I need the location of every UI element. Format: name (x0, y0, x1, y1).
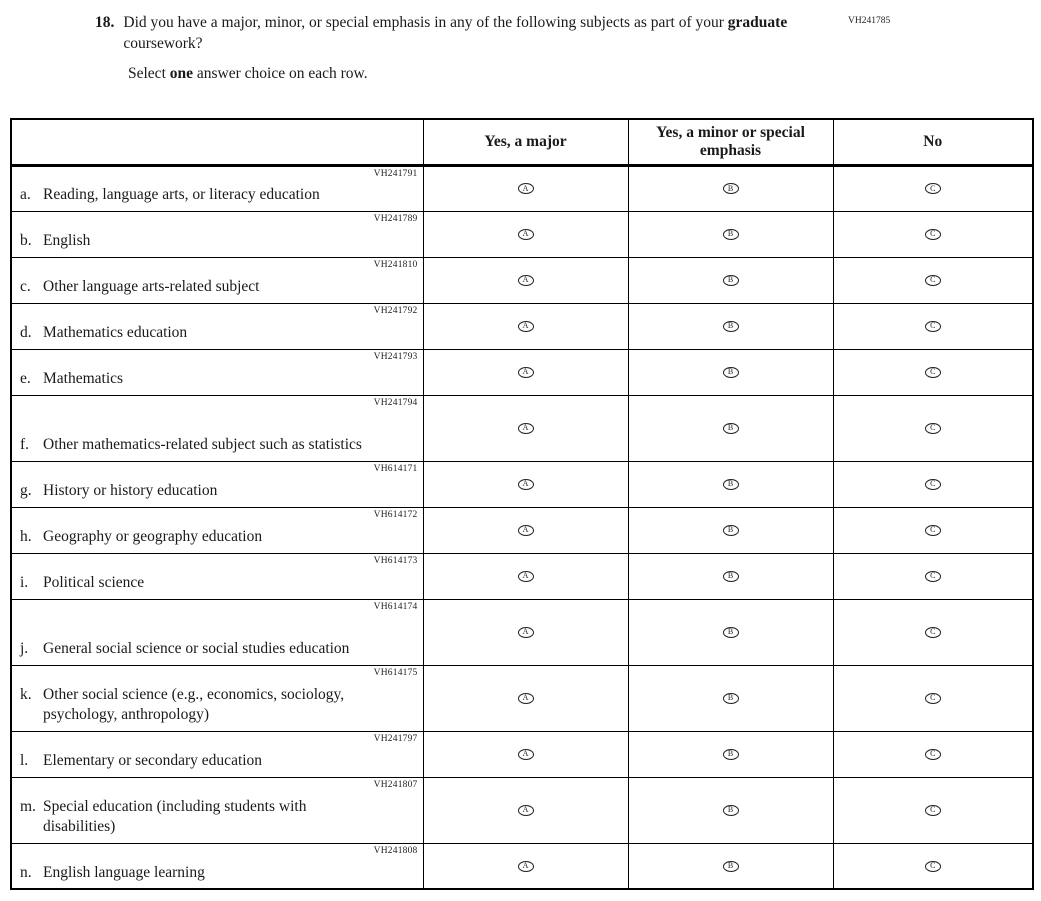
radio-option-b[interactable] (723, 805, 739, 816)
row-letter: m. (20, 798, 36, 816)
option-cell-no (833, 211, 1033, 257)
option-cell-major (423, 665, 628, 731)
radio-option-c[interactable] (925, 423, 941, 434)
radio-option-a[interactable] (518, 423, 534, 434)
oval-letter: A (522, 423, 529, 433)
option-cell-major (423, 211, 628, 257)
radio-option-b[interactable] (723, 749, 739, 760)
option-cell-no (833, 843, 1033, 889)
row-letter: l. (20, 752, 29, 770)
oval-letter: A (522, 367, 529, 377)
option-cell-minor (628, 843, 833, 889)
row-vh-code: VH241791 (373, 168, 418, 179)
row-label: Other social science (e.g., economics, sociology, psychology, anthropology) (43, 686, 345, 724)
oval-letter: B (727, 321, 734, 331)
table-row (11, 211, 1033, 257)
table-row (11, 349, 1033, 395)
subject-cell (11, 665, 423, 731)
option-cell-major (423, 553, 628, 599)
row-letter: b. (20, 232, 32, 250)
table-row (11, 665, 1033, 731)
row-label: English language learning (43, 863, 205, 881)
radio-option-b[interactable] (723, 423, 739, 434)
table-row (11, 553, 1033, 599)
question-text-bold: graduate (727, 14, 788, 31)
radio-option-c[interactable] (925, 525, 941, 536)
row-letter: f. (20, 436, 30, 454)
option-cell-no (833, 395, 1033, 461)
row-vh-code: VH241789 (373, 213, 418, 224)
oval-letter: B (727, 183, 734, 193)
radio-option-b[interactable] (723, 367, 739, 378)
option-cell-major (423, 843, 628, 889)
subject-cell (11, 395, 423, 461)
oval-letter: B (727, 367, 734, 377)
row-label: Geography or geography education (43, 528, 263, 546)
option-cell-major (423, 257, 628, 303)
option-cell-minor (628, 461, 833, 507)
radio-option-a[interactable] (518, 229, 534, 240)
row-vh-code: VH614173 (373, 555, 418, 566)
radio-option-c[interactable] (925, 275, 941, 286)
option-cell-no (833, 599, 1033, 665)
option-cell-no (833, 257, 1033, 303)
option-cell-no (833, 731, 1033, 777)
row-label: Other language arts-related subject (43, 278, 260, 296)
table-row (11, 599, 1033, 665)
oval-letter: A (522, 183, 529, 193)
option-cell-major (423, 395, 628, 461)
subject-cell (11, 553, 423, 599)
oval-letter: A (522, 627, 529, 637)
row-vh-code: VH614174 (373, 601, 418, 612)
oval-letter: B (727, 693, 734, 703)
row-letter: e. (20, 370, 31, 388)
table-row (11, 731, 1033, 777)
subject-cell (11, 211, 423, 257)
page-vh-code: VH241785 (848, 16, 891, 26)
oval-letter: C (930, 805, 936, 815)
radio-option-c[interactable] (925, 749, 941, 760)
oval-letter: B (727, 275, 734, 285)
oval-letter: C (930, 749, 936, 759)
option-cell-minor (628, 211, 833, 257)
row-vh-code: VH614172 (373, 509, 418, 520)
row-letter: j. (20, 640, 29, 658)
option-cell-minor (628, 257, 833, 303)
row-letter: g. (20, 482, 32, 500)
question-text (123, 13, 835, 55)
option-cell-minor (628, 599, 833, 665)
oval-letter: B (727, 229, 734, 239)
option-cell-no (833, 349, 1033, 395)
column-header-no: No (833, 119, 1033, 165)
radio-option-a[interactable] (518, 367, 534, 378)
row-letter: k. (20, 686, 32, 704)
radio-option-b[interactable] (723, 571, 739, 582)
radio-option-c[interactable] (925, 183, 941, 194)
table-row (11, 395, 1033, 461)
row-letter: h. (20, 528, 32, 546)
row-vh-code: VH241792 (373, 305, 418, 316)
option-cell-minor (628, 777, 833, 843)
radio-option-b[interactable] (723, 229, 739, 240)
row-letter: c. (20, 278, 31, 296)
row-label: History or history education (43, 482, 218, 500)
oval-letter: B (727, 805, 734, 815)
oval-letter: C (930, 693, 936, 703)
radio-option-c[interactable] (925, 805, 941, 816)
question-block (95, 13, 835, 55)
row-letter: a. (20, 186, 31, 204)
question-text-part: Did you have a major, minor, or special emphasis in any of the following subjects as part of your (123, 14, 728, 31)
question-number: 18. (95, 14, 115, 31)
subject-cell (11, 599, 423, 665)
radio-option-a[interactable] (518, 805, 534, 816)
option-cell-major (423, 461, 628, 507)
oval-letter: C (930, 571, 936, 581)
radio-option-c[interactable] (925, 627, 941, 638)
oval-letter: A (522, 860, 529, 870)
oval-letter: C (930, 423, 936, 433)
oval-letter: A (522, 525, 529, 535)
corner-cell (11, 119, 423, 165)
radio-option-b[interactable] (723, 861, 739, 872)
row-vh-code: VH241793 (373, 351, 418, 362)
row-vh-code: VH614175 (373, 667, 418, 678)
option-cell-no (833, 303, 1033, 349)
radio-option-a[interactable] (518, 321, 534, 332)
option-cell-no (833, 665, 1033, 731)
row-label: Reading, language arts, or literacy education (43, 186, 320, 204)
option-cell-minor (628, 731, 833, 777)
row-vh-code: VH241794 (373, 397, 418, 408)
table-row (11, 507, 1033, 553)
oval-letter: A (522, 805, 529, 815)
table-row (11, 303, 1033, 349)
oval-letter: C (930, 860, 936, 870)
instruction-part: Select (128, 64, 170, 82)
oval-letter: B (727, 860, 734, 870)
radio-option-a[interactable] (518, 183, 534, 194)
subject-cell (11, 777, 423, 843)
oval-letter: C (930, 183, 936, 193)
option-cell-major (423, 507, 628, 553)
radio-option-a[interactable] (518, 571, 534, 582)
oval-letter: C (930, 627, 936, 637)
radio-option-c[interactable] (925, 479, 941, 490)
radio-option-c[interactable] (925, 571, 941, 582)
oval-letter: C (930, 479, 936, 489)
radio-option-a[interactable] (518, 861, 534, 872)
row-vh-code: VH241807 (373, 779, 418, 790)
option-cell-minor (628, 165, 833, 211)
oval-letter: C (930, 525, 936, 535)
row-label: Mathematics education (43, 324, 188, 342)
radio-option-a[interactable] (518, 525, 534, 536)
option-cell-no (833, 553, 1033, 599)
row-label: Mathematics (43, 370, 124, 388)
option-cell-no (833, 777, 1033, 843)
subject-cell (11, 731, 423, 777)
instruction-text (128, 65, 1041, 83)
oval-letter: A (522, 571, 529, 581)
instruction-part: answer choice on each row. (193, 64, 368, 82)
subject-cell (11, 165, 423, 211)
radio-option-a[interactable] (518, 479, 534, 490)
oval-letter: B (727, 479, 734, 489)
row-vh-code: VH614171 (373, 463, 418, 474)
subject-cell (11, 461, 423, 507)
radio-option-b[interactable] (723, 183, 739, 194)
radio-option-b[interactable] (723, 627, 739, 638)
row-letter: i. (20, 574, 29, 592)
question-text-part: coursework? (123, 34, 203, 52)
radio-option-b[interactable] (723, 693, 739, 704)
radio-option-c[interactable] (925, 861, 941, 872)
oval-letter: A (522, 321, 529, 331)
row-label: English (43, 232, 91, 250)
row-vh-code: VH241797 (373, 733, 418, 744)
option-cell-major (423, 599, 628, 665)
row-label: Political science (43, 574, 145, 592)
option-cell-major (423, 731, 628, 777)
radio-option-c[interactable] (925, 321, 941, 332)
oval-letter: B (727, 525, 734, 535)
row-vh-code: VH241810 (373, 259, 418, 270)
row-letter: d. (20, 324, 32, 342)
table-row (11, 843, 1033, 889)
radio-option-a[interactable] (518, 693, 534, 704)
radio-option-b[interactable] (723, 479, 739, 490)
option-cell-minor (628, 349, 833, 395)
option-cell-major (423, 165, 628, 211)
answer-grid (10, 118, 1034, 890)
oval-letter: B (727, 423, 734, 433)
radio-option-c[interactable] (925, 367, 941, 378)
option-cell-minor (628, 395, 833, 461)
column-header-yes-major: Yes, a major (423, 119, 628, 165)
row-label: Special education (including students with disabilities) (43, 798, 307, 836)
option-cell-minor (628, 553, 833, 599)
oval-letter: B (727, 571, 734, 581)
oval-letter: B (727, 627, 734, 637)
oval-letter: C (930, 321, 936, 331)
subject-cell (11, 257, 423, 303)
oval-letter: A (522, 229, 529, 239)
row-label: General social science or social studies education (43, 640, 350, 658)
instruction-bold: one (169, 64, 193, 82)
subject-cell (11, 349, 423, 395)
radio-option-b[interactable] (723, 275, 739, 286)
option-cell-major (423, 777, 628, 843)
radio-option-a[interactable] (518, 749, 534, 760)
option-cell-no (833, 461, 1033, 507)
option-cell-minor (628, 665, 833, 731)
table-row (11, 257, 1033, 303)
radio-option-c[interactable] (925, 229, 941, 240)
radio-option-b[interactable] (723, 525, 739, 536)
oval-letter: A (522, 693, 529, 703)
oval-letter: C (930, 275, 936, 285)
subject-cell (11, 507, 423, 553)
table-row (11, 777, 1033, 843)
oval-letter: A (522, 479, 529, 489)
option-cell-major (423, 303, 628, 349)
option-cell-minor (628, 303, 833, 349)
radio-option-c[interactable] (925, 693, 941, 704)
radio-option-a[interactable] (518, 275, 534, 286)
option-cell-no (833, 165, 1033, 211)
row-label: Elementary or secondary education (43, 752, 263, 770)
option-cell-major (423, 349, 628, 395)
header-row (11, 119, 1033, 165)
oval-letter: C (930, 367, 936, 377)
option-cell-no (833, 507, 1033, 553)
oval-letter: C (930, 229, 936, 239)
row-letter: n. (20, 863, 32, 881)
row-label: Other mathematics-related subject such as statistics (43, 436, 362, 454)
radio-option-a[interactable] (518, 627, 534, 638)
table-row (11, 461, 1033, 507)
subject-cell (11, 303, 423, 349)
subject-cell (11, 843, 423, 889)
oval-letter: A (522, 749, 529, 759)
table-row (11, 165, 1033, 211)
option-cell-minor (628, 507, 833, 553)
oval-letter: B (727, 749, 734, 759)
radio-option-b[interactable] (723, 321, 739, 332)
column-header-yes-minor: Yes, a minor or special emphasis (628, 119, 833, 165)
row-vh-code: VH241808 (373, 845, 418, 856)
oval-letter: A (522, 275, 529, 285)
